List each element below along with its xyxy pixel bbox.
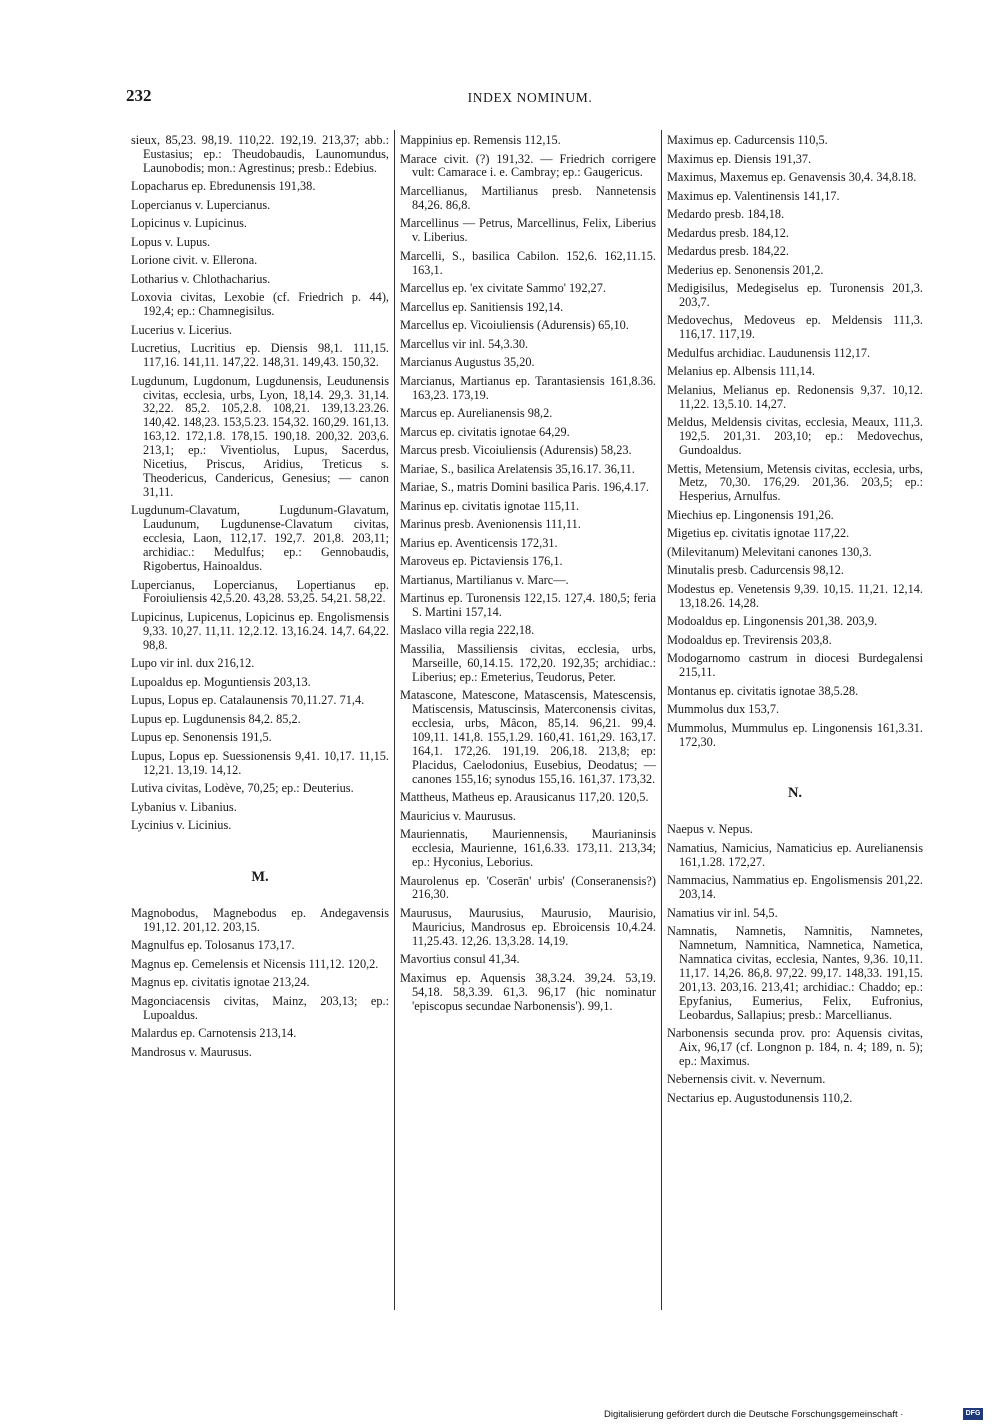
index-entry: Mavortius consul 41,34. [400, 952, 520, 967]
index-entry: Lupoaldus ep. Moguntiensis 203,13. [131, 674, 311, 689]
index-entry: Maximus ep. Valentinensis 141,17. [667, 188, 840, 203]
section-heading: M. [251, 869, 269, 886]
index-entry: Martinus ep. Turonensis 122,15. 127,4. 180,5; feria S. Martini 157,14. [400, 591, 656, 619]
index-entry: Melanius ep. Albensis 111,14. [667, 364, 816, 379]
index-entry: Mappinius ep. Remensis 112,15. [400, 133, 561, 147]
index-entry: Namatius, Namicius, Namaticius ep. Aurelianensis 161,1.28. 172,27. [667, 840, 923, 869]
index-entry: Lopercianus v. Lupercianus. [131, 197, 271, 212]
index-entry: Lupus ep. Lugdunensis 84,2. 85,2. [131, 711, 301, 726]
index-entry: Maurusus, Maurusius, Maurusio, Maurisio, Mauricius, Mandrosus ep. Ebroicensis 10,4.24. 11,25.43. 12,26. 13,3.28. 14,19. [400, 905, 656, 948]
index-entry: Marcellus ep. Sanitiensis 192,14. [400, 299, 564, 314]
index-entry: Namatius vir inl. 54,5. [667, 905, 778, 920]
index-entry: Mariae, S., basilica Arelatensis 35,16.17. 36,11. [400, 461, 635, 476]
index-entry: Marcianus Augustus 35,20. [400, 355, 535, 370]
index-entry: Modoaldus ep. Lingonensis 201,38. 203,9. [667, 614, 878, 629]
index-entry: Malardus ep. Carnotensis 213,14. [131, 1026, 297, 1041]
index-entry: Medardo presb. 184,18. [667, 207, 785, 221]
index-entry: Maurolenus ep. 'Coserān' urbis' (Conseranensis?) 216,30. [400, 873, 656, 902]
index-entry: sieux, 85,23. 98,19. 110,22. 192,19. 213,37; abb.: Eustasius; ep.: Theudobaudis, Launomundus, Launobodis; mon.: Agrestinus; presb.: Edebius. [131, 133, 389, 175]
index-entry: Mummolus, Mummulus ep. Lingonensis 161,3.31. 172,30. [667, 720, 923, 749]
index-column-3 [667, 134, 923, 1110]
index-entry: Maximus ep. Cadurcensis 110,5. [667, 133, 828, 147]
page-number: 232 [126, 86, 152, 105]
index-entry: Lupo vir inl. dux 216,12. [131, 656, 255, 671]
index-entry: Modestus ep. Venetensis 9,39. 10,15. 11,21. 12,14. 13,18.26. 14,28. [667, 581, 923, 610]
index-entry: Lutiva civitas, Lodève, 70,25; ep.: Deuterius. [131, 781, 354, 796]
index-entry: Meldus, Meldensis civitas, ecclesia, Meaux, 111,3. 192,5. 201,31. 203,10; ep.: Medovechus, Gundoaldus. [667, 415, 923, 458]
index-entry: Marcianus, Martianus ep. Tarantasiensis 161,8.36. 163,23. 173,19. [400, 373, 656, 402]
index-entry: Magnobodus, Magnebodus ep. Andegavensis 191,12. 201,12. 203,15. [131, 905, 389, 934]
column-divider [394, 130, 395, 1310]
index-entry: Marace civit. (?) 191,32. — Friedrich corrigere vult: Camarace i. e. Cambray; ep.: Gaugericus. [400, 151, 656, 180]
index-entry: Mummolus dux 153,7. [667, 702, 780, 717]
index-entry: Migetius ep. civitatis ignotae 117,22. [667, 526, 850, 541]
index-entry: Namnatis, Namnetis, Namnitis, Namnetes, Namnetum, Namnitica, Namnetica, Nametica, Namnatica civitas, ecclesia, Nantes, 9,36. 10,11. 11,17. 14,26. 86,8. 97,22. 99,17. 148,33. 191,15. 201,13. 203,16. 213,41; archidiac.: Chaddo; ep.: Epyfanius, Eumerius, Felix, Eufronius, Leobardus, Sallapius; presb.: Marcellianus. [667, 924, 923, 1022]
dfg-logo: DFG [963, 1408, 983, 1420]
index-entry: Lorione civit. v. Ellerona. [131, 253, 258, 268]
index-entry: Marcellinus — Petrus, Marcellinus, Felix, Liberius v. Liberius. [400, 216, 656, 245]
index-entry: Nebernensis civit. v. Nevernum. [667, 1072, 826, 1087]
index-entry: Magnulfus ep. Tolosanus 173,17. [131, 938, 295, 953]
index-entry: Lupus, Lopus ep. Suessionensis 9,41. 10,17. 11,15. 12,21. 13,19. 14,12. [131, 748, 389, 777]
index-entry: Magnus ep. civitatis ignotae 213,24. [131, 975, 310, 990]
index-entry: Marcellus ep. Vicoiuliensis (Adurensis) 65,10. [400, 318, 629, 333]
index-entry: Maximus, Maxemus ep. Genavensis 30,4. 34,8.18. [667, 170, 917, 184]
index-entry: Lotharius v. Chlothacharius. [131, 271, 271, 286]
index-entry: Lycinius v. Licinius. [131, 818, 232, 833]
index-column-2 [400, 134, 656, 1018]
running-title: INDEX NOMINUM. [467, 90, 593, 105]
index-entry: Mauriennatis, Mauriennensis, Maurianinsis ecclesia, Maurienne, 161,6.33. 173,11. 213,34; ep.: Hyconius, Leborius. [400, 827, 656, 869]
index-entry: (Milevitanum) Melevitani canones 130,3. [667, 544, 872, 559]
index-entry: Lucretius, Lucritius ep. Diensis 98,1. 111,15. 117,16. 141,11. 147,22. 148,31. 149,43. 150,32. [131, 341, 389, 370]
index-entry: Modoaldus ep. Trevirensis 203,8. [667, 632, 832, 647]
index-entry: Lucerius v. Licerius. [131, 322, 232, 337]
index-entry: Lopacharus ep. Ebredunensis 191,38. [131, 179, 316, 194]
index-entry: Marius ep. Aventicensis 172,31. [400, 535, 558, 550]
index-entry: Miechius ep. Lingonensis 191,26. [667, 507, 834, 522]
index-entry: Marcellus vir inl. 54,3.30. [400, 336, 529, 351]
index-entry: Melanius, Melianus ep. Redonensis 9,37. 10,12. 11,22. 13,5.10. 14,27. [667, 382, 923, 411]
index-entry: Lopicinus v. Lupicinus. [131, 216, 248, 231]
index-entry: Lupercianus, Lopercianus, Lopertianus ep. Foroiuliensis 42,5.20. 43,28. 53,25. 54,21. 58,22. [131, 577, 389, 606]
page-header [124, 86, 936, 116]
index-entry: Maximus ep. Diensis 191,37. [667, 151, 812, 166]
index-entry: Medardus presb. 184,12. [667, 225, 789, 240]
index-entry: Mandrosus v. Maurusus. [131, 1044, 252, 1059]
index-entry: Mederius ep. Senonensis 201,2. [667, 262, 824, 277]
index-entry: Mettis, Metensium, Metensis civitas, ecclesia, urbs, Metz, 70,30. 176,29. 201,36. 203,5; ep.: Hesperius, Arnulfus. [667, 461, 923, 504]
index-entry: Marcellus ep. 'ex civitate Sammo' 192,27. [400, 281, 606, 296]
index-entry: Marcelli, S., basilica Cabilon. 152,6. 162,11.15. 163,1. [400, 248, 656, 277]
index-entry: Medulfus archidiac. Laudunensis 112,17. [667, 345, 871, 360]
index-entry: Lupus, Lopus ep. Catalaunensis 70,11.27. 71,4. [131, 693, 365, 708]
index-entry: Medovechus, Medoveus ep. Meldensis 111,3. 116,17. 117,19. [667, 313, 923, 342]
index-entry: Mariae, S., matris Domini basilica Paris. 196,4.17. [400, 480, 649, 495]
index-entry: Martianus, Martilianus v. Marc—. [400, 572, 569, 587]
index-entry: Marinus presb. Avenionensis 111,11. [400, 517, 581, 532]
index-entry: Narbonensis secunda prov. pro: Aquensis civitas, Aix, 96,17 (cf. Longnon p. 184, n. 4; 189, n. 5); ep.: Maximus. [667, 1026, 923, 1068]
index-entry: Lupus ep. Senonensis 191,5. [131, 730, 272, 745]
index-entry: Lupicinus, Lupicenus, Lopicinus ep. Engolismensis 9,33. 10,27. 11,11. 12,2.12. 13,16.24. 14,7. 64,22. 98,8. [131, 609, 389, 652]
index-entry: Medardus presb. 184,22. [667, 244, 789, 258]
index-entry: Naepus v. Nepus. [667, 822, 753, 837]
index-entry: Lopus v. Lupus. [131, 234, 211, 249]
index-entry: Matascone, Matescone, Matascensis, Matescensis, Matiscensis, Matuscinsis, Materconensis civitas, ecclesia, urbs, Mâcon, 85,14. 96,21. 99,4. 109,11. 141,8. 155,1.29. 160,41. 161,29. 163,17. 164,1. 172,26. 191,19. 206,18. 213,8; ep: Placidus, Caelodonius, Eusebius, Deodatus; — canones 155,16; synodus 155,16. 161,37. 173,32. [400, 688, 656, 786]
index-entry: Marcus presb. Vicoiuliensis (Adurensis) 58,23. [400, 443, 632, 458]
index-entry: Maslaco villa regia 222,18. [400, 623, 535, 638]
index-entry: Montanus ep. civitatis ignotae 38,5.28. [667, 683, 859, 698]
index-entry: Maximus ep. Aquensis 38,3.24. 39,24. 53,19. 54,18. 58,3.39. 61,3. 96,17 (hic nominatur 'episcopus secundae Narbonensis'). 99,1. [400, 970, 656, 1013]
index-entry: Magnus ep. Cemelensis et Nicensis 111,12. 120,2. [131, 956, 379, 971]
index-entry: Lybanius v. Libanius. [131, 799, 237, 814]
index-entry: Modogarnomo castrum in diocesi Burdegalensi 215,11. [667, 651, 923, 680]
index-entry: Magonciacensis civitas, Mainz, 203,13; ep.: Lupoaldus. [131, 993, 389, 1022]
index-entry: Mauricius v. Maurusus. [400, 808, 517, 823]
index-entry: Nectarius ep. Augustodunensis 110,2. [667, 1090, 853, 1105]
index-entry: Loxovia civitas, Lexobie (cf. Friedrich p. 44), 192,4; ep.: Chamnegisilus. [131, 290, 389, 319]
index-entry: Marcus ep. civitatis ignotae 64,29. [400, 424, 570, 439]
index-entry: Marcus ep. Aurelianensis 98,2. [400, 406, 553, 421]
index-entry: Massilia, Massiliensis civitas, ecclesia, urbs, Marseille, 60,14.15. 172,20. 192,35; archidiac.: Liberius; ep.: Emeterius, Teudorus, Peter. [400, 641, 656, 684]
index-entry: Marcellianus, Martilianus presb. Nannetensis 84,26. 86,8. [400, 183, 656, 212]
section-heading: N. [787, 785, 803, 802]
column-divider [661, 130, 662, 1310]
index-entry: Minutalis presb. Cadurcensis 98,12. [667, 563, 844, 578]
index-entry: Maroveus ep. Pictaviensis 176,1. [400, 554, 563, 569]
index-entry: Lugdunum, Lugdonum, Lugdunensis, Leudunensis civitas, ecclesia, urbs, Lyon, 18,14. 29,3. 31,14. 32,22. 85,2. 105,2.8. 108,21. 139,13.23.26. 140,42. 148,23. 153,5.23. 154,32. 160,29. 161,13. 163,12. 172,1.8. 178,15. 190,18. 200,32. 203,6. 213,1; ep.: Viventiolus, Lupus, Sacerdus, Nicetius, Priscus, Aridius, Treticus s. Theodericus, Candericus, Genesius; — canon 31,11. [131, 373, 389, 499]
index-entry: Lugdunum-Clavatum, Lugdunum-Glavatum, Laudunum, Lugdunense-Clavatum civitas, ecclesia, Laon, 112,17. 192,7. 201,8. 203,11; archidiac.: Medulfus; ep.: Gennobaudis, Rigobertus, Hainoaldus. [131, 503, 389, 573]
index-entry: Marinus ep. civitatis ignotae 115,11. [400, 498, 580, 513]
index-entry: Mattheus, Matheus ep. Arausicanus 117,20. 120,5. [400, 790, 649, 805]
index-entry: Nammacius, Nammatius ep. Engolismensis 201,22. 203,14. [667, 873, 923, 902]
digitization-credit: Digitalisierung gefördert durch die Deutsche Forschungsgemeinschaft · [604, 1409, 904, 1420]
index-column-1 [131, 134, 389, 1064]
index-entry: Medigisilus, Medegiselus ep. Turonensis 201,3. 203,7. [667, 281, 923, 309]
